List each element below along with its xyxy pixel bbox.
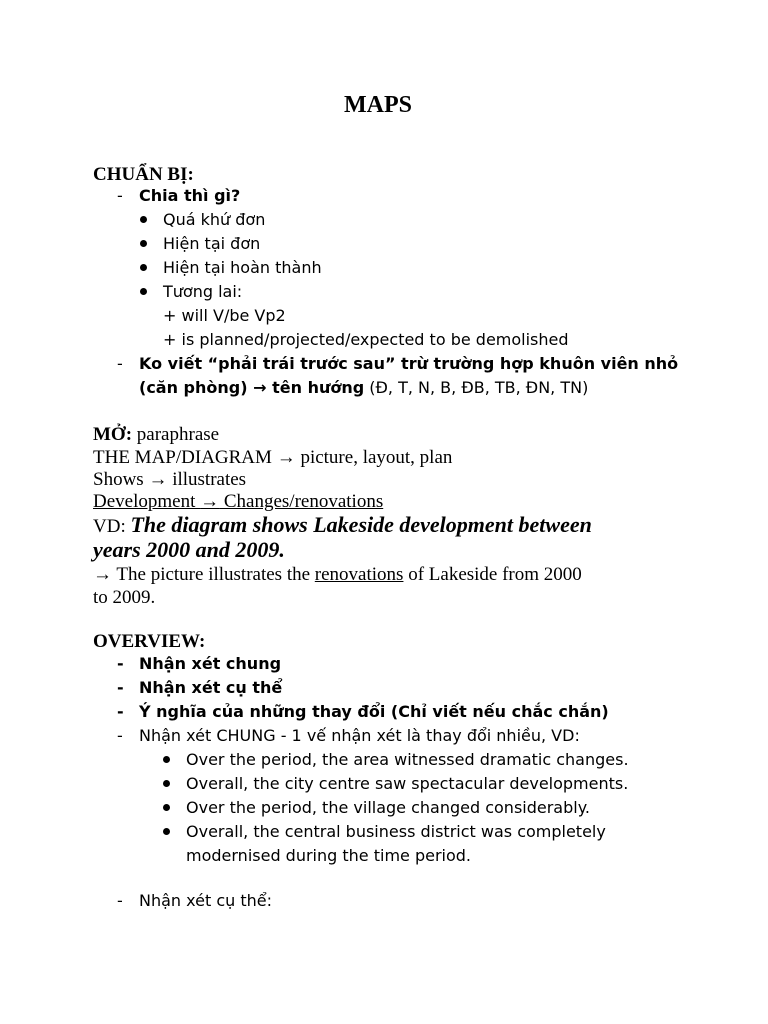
bullet-icon: [163, 780, 170, 787]
overview-general-note: Nhận xét CHUNG - 1 vế nhận xét là thay đổi nhiều, VD:: [139, 726, 580, 745]
dash-marker: -: [117, 354, 123, 373]
bullet-icon: [140, 264, 147, 271]
direction-note: Ko viết “phải trái trước sau” trừ trường hợp khuôn viên nhỏ: [139, 354, 679, 373]
bullet-icon: [163, 828, 170, 835]
example-sentence: VD: The diagram shows Lakeside development between: [93, 512, 592, 537]
tense-item: Hiện tại hoàn thành: [163, 258, 322, 277]
tense-item: Tương lai:: [163, 282, 243, 301]
intro-line: Shows → illustrates: [93, 469, 247, 490]
overview-item: Nhận xét cụ thể: [139, 678, 283, 697]
bullet-icon: [163, 756, 170, 763]
arrow-icon: →: [93, 564, 112, 585]
bullet-icon: [140, 216, 147, 223]
prep-tense-question: Chia thì gì?: [139, 186, 241, 205]
arrow-icon: →: [253, 378, 267, 397]
intro-heading: MỞ: paraphrase: [93, 424, 220, 445]
dash-marker: -: [117, 726, 123, 745]
page-title: MAPS: [344, 92, 412, 118]
prep-heading: CHUẨN BỊ:: [93, 164, 194, 185]
example-sentence-continued: years 2000 and 2009.: [93, 537, 285, 562]
bullet-icon: [140, 240, 147, 247]
dash-marker: -: [117, 678, 124, 697]
overview-example: Overall, the city centre saw spectacular developments.: [186, 774, 629, 793]
direction-note-continued: (căn phòng) → tên hướng (Đ, T, N, B, ĐB, TB, ĐN, TN): [139, 378, 589, 397]
bullet-icon: [140, 288, 147, 295]
overview-item: Ý nghĩa của những thay đổi (Chỉ viết nếu chắc chắn): [139, 702, 609, 721]
overview-example: Overall, the central business district was completely: [186, 822, 606, 841]
arrow-icon: →: [148, 469, 168, 490]
overview-example-continued: modernised during the time period.: [186, 846, 472, 865]
tense-item: Quá khứ đơn: [163, 210, 266, 229]
tense-item: Hiện tại đơn: [163, 234, 261, 253]
future-form: + will V/be Vp2: [163, 306, 286, 325]
overview-example: Over the period, the village changed considerably.: [186, 798, 590, 817]
overview-example: Over the period, the area witnessed dramatic changes.: [186, 750, 629, 769]
overview-item: Nhận xét chung: [139, 654, 282, 673]
dash-marker: -: [117, 654, 124, 673]
dash-marker: -: [117, 186, 123, 205]
intro-line: THE MAP/DIAGRAM → picture, layout, plan: [93, 447, 453, 468]
dash-marker: -: [117, 891, 123, 910]
future-form: + is planned/projected/expected to be demolished: [163, 330, 569, 349]
bullet-icon: [163, 804, 170, 811]
paraphrase-sentence: → The picture illustrates the renovations of Lakeside from 2000: [93, 564, 582, 585]
arrow-icon: →: [200, 491, 220, 512]
intro-line: Development → Changes/renovations: [93, 491, 384, 512]
overview-specific-note: Nhận xét cụ thể:: [139, 891, 272, 910]
paraphrase-sentence-continued: to 2009.: [93, 587, 156, 608]
overview-heading: OVERVIEW:: [93, 631, 206, 652]
arrow-icon: →: [276, 447, 296, 468]
dash-marker: -: [117, 702, 124, 721]
